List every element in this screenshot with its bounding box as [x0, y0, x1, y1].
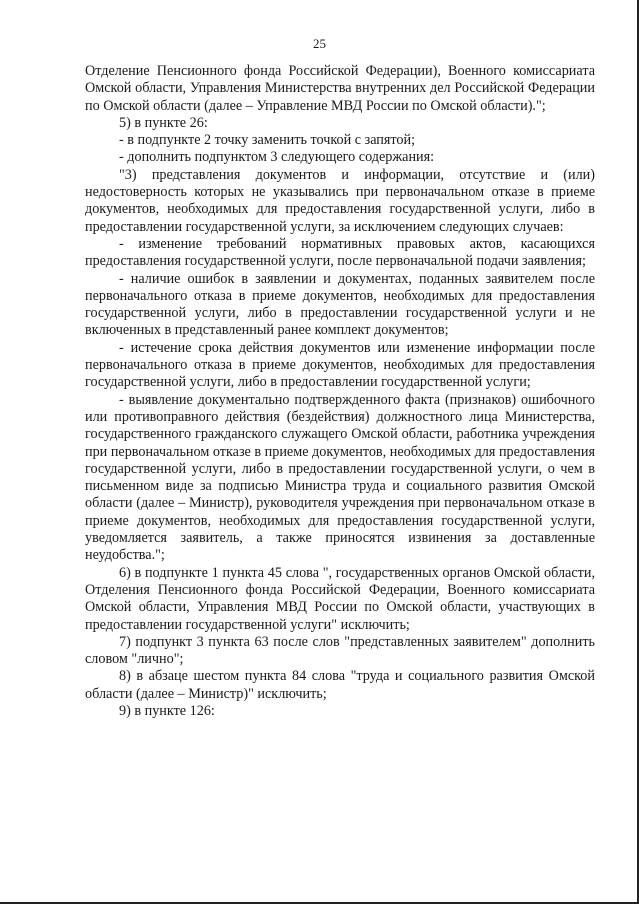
paragraph: - изменение требований нормативных правовых актов, касающихся предоставления государственной услуги, после первоначальной подачи заявления; — [85, 235, 595, 270]
paragraph: 7) подпункт 3 пункта 63 после слов "представленных заявителем" дополнить словом "лично"; — [85, 633, 595, 668]
paragraph: - выявление документально подтвержденного факта (признаков) ошибочного или противоправного действия (бездействия) должностного лица Министерства, государственного гражданского служащего Омской области, работника учреждения при первоначальном отказе в приеме документов, необходимых для предоставления государственной услуги, либо в предоставлении государственной услуги, о чем в письменном виде за подписью Министра труда и социального развития Омской области (далее – Министр), руководителя учреждения при первоначальном отказе в приеме документов, необходимых для предоставления государственной услуги, уведомляется заявитель, а также приносятся извинения за доставленные неудобства."; — [85, 391, 595, 564]
paragraph: 6) в подпункте 1 пункта 45 слова ", государственных органов Омской области, Отделения Пенсионного фонда Российской Федерации, Военного комиссариата Омской области, Управления МВД России по Омской области, участвующих в предоставлении государственной услуги" исключить; — [85, 564, 595, 633]
paragraph: 9) в пункте 126: — [119, 702, 215, 719]
paragraph: - в подпункте 2 точку заменить точкой с запятой; — [119, 132, 416, 149]
paragraph: - дополнить подпунктом 3 следующего содержания: — [119, 149, 435, 166]
paragraph: 8) в абзаце шестом пункта 84 слова "труда и социального развития Омской области (далее – Министр)" исключить; — [85, 668, 595, 702]
paragraph: 5) в пункте 26: — [119, 114, 208, 131]
paragraph: "3) представления документов и информации, отсутствие и (или) недостоверность которых не указывались при первоначальном отказе в приеме документов, необходимых для предоставления государственной услуги, либо в предоставлении государственной услуги, за исключением следующих случаев: — [85, 166, 595, 235]
paragraph: Отделение Пенсионного фонда Российской Федерации), Военного комиссариата Омской области, Управления Министерства внутренних дел Российской Федерации по Омской области (далее – Управление МВД России по Омской области)."; — [85, 63, 595, 114]
paragraph: - наличие ошибок в заявлении и документах, поданных заявителем после первоначального отказа в приеме документов, необходимых для предоставления государственной услуги, либо в предоставлении государственной услуги и не включенных в представленный ранее комплект документов; — [85, 270, 595, 339]
body-text — [85, 63, 595, 720]
paragraph: - истечение срока действия документов или изменение информации после первоначального отказа в приеме документов, необходимых для предоставления государственной услуги, либо в предоставлении государственной услуги; — [85, 339, 595, 391]
page-number: 25 — [313, 36, 326, 51]
